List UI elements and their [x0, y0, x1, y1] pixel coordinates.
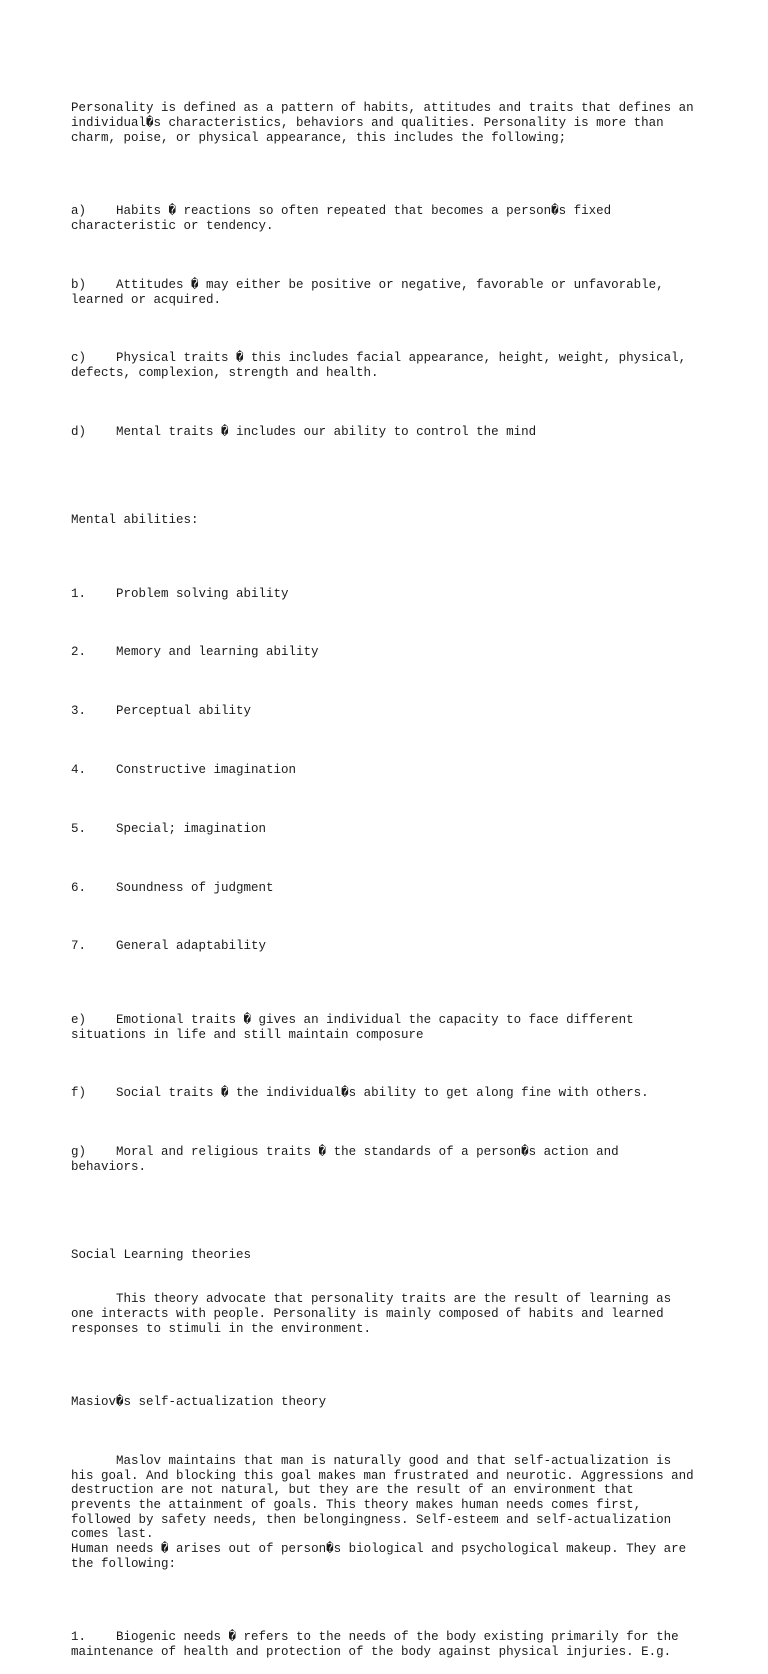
needs-item: 1. Biogenic needs � refers to the needs of the body existing primarily for the maintenance of health and protection of the body against physical injuries. E.g. [71, 1630, 679, 1659]
mental-ability-item: 7. General adaptability [71, 939, 267, 954]
trait-item-a: a) Habits � reactions so often repeated that becomes a person�s fixed characteristic or tendency. [71, 204, 612, 234]
social-learning-heading: Social Learning theories [71, 1248, 252, 1262]
mental-ability-item: 4. Constructive imagination [71, 762, 297, 777]
mental-ability-item: 6. Soundness of judgment [71, 880, 274, 895]
social-learning-paragraph: This theory advocate that personality traits are the result of learning as one interacts with people. Personality is mainly composed of habits and learned responses to stimuli in the environment. [71, 1292, 672, 1336]
mental-ability-item: 3. Perceptual ability [71, 704, 252, 719]
trait-item-c: c) Physical traits � this includes facial appearance, height, weight, physical, defects, complexion, strength and health. [71, 351, 687, 381]
trait-item-e: e) Emotional traits � gives an individual the capacity to face different situations in life and still maintain composure [71, 1012, 634, 1042]
mental-ability-item: 2. Memory and learning ability [71, 645, 319, 660]
trait-item-b: b) Attitudes � may either be positive or negative, favorable or unfavorable, learned or acquired. [71, 277, 664, 307]
intro-paragraph: Personality is defined as a pattern of habits, attitudes and traits that defines an individual�s characteristics, behaviors and qualities. Personality is more than charm, poise, or physical appearance, this includes the following; [71, 101, 694, 145]
mental-ability-item: 5. Special; imagination [71, 821, 267, 836]
maslow-paragraph: Maslov maintains that man is naturally good and that self-actualization is his goal. And blocking this goal makes man frustrated and neurotic. Aggressions and destruction are not natural, but they are the result of an environment that prevents the attainment of goals. This theory makes human needs comes first, followed by safety needs, then belongingness. Self-esteem and self-actualization comes last. Human needs � arises out of person�s biological and psychological makeup. They are the following: [71, 1453, 694, 1571]
maslow-heading: Masiov�s self-actualization theory [71, 1395, 327, 1410]
mental-ability-item: 1. Problem solving ability [71, 586, 289, 601]
mental-abilities-heading: Mental abilities: [71, 513, 199, 528]
trait-item-f: f) Social traits � the individual�s ability to get along fine with others. [71, 1086, 649, 1101]
document-page [71, 72, 711, 1674]
trait-item-g: g) Moral and religious traits � the standards of a person�s action and behaviors. [71, 1145, 619, 1174]
trait-item-d: d) Mental traits � includes our ability to control the mind [71, 424, 537, 439]
